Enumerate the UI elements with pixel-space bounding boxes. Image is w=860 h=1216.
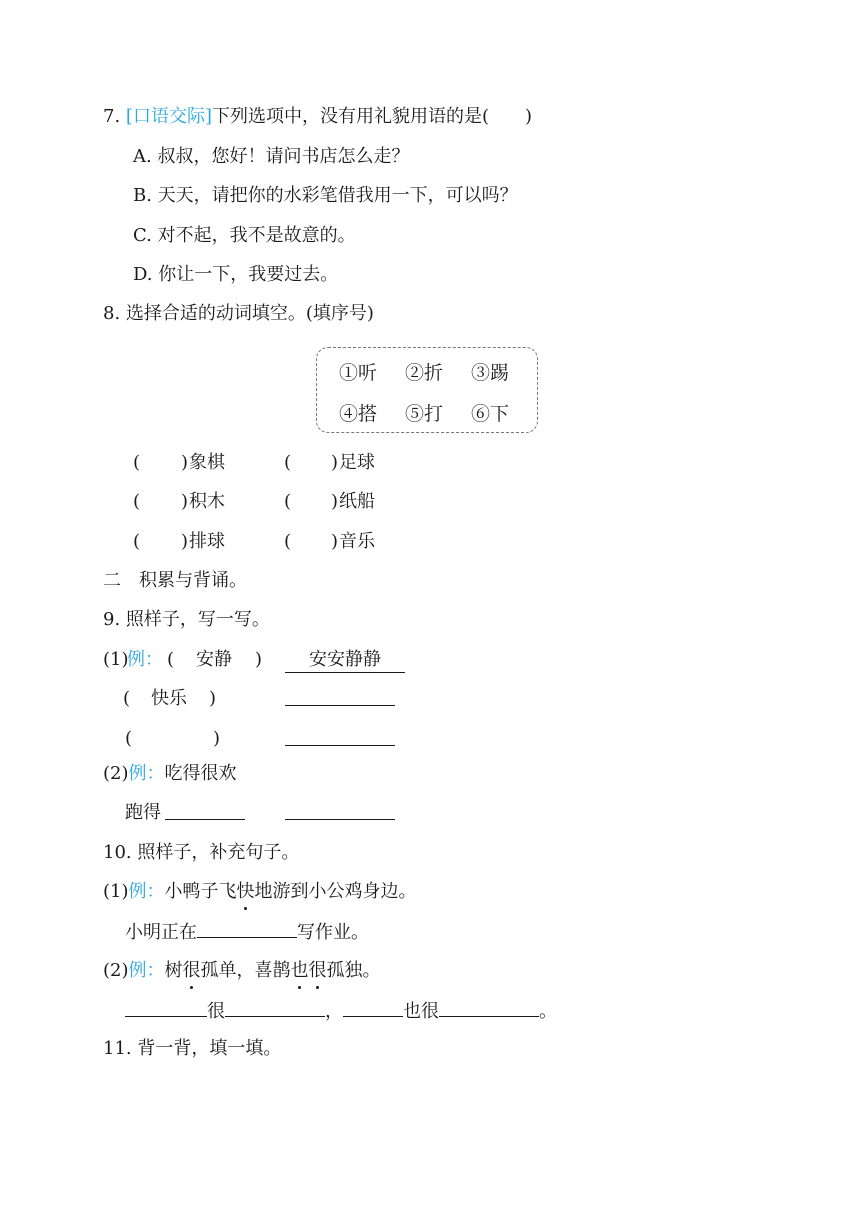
emphasis-dotted: 也 [290,960,309,981]
example-word: 安静 [196,649,232,670]
question-tag: [口语交际] [125,106,212,127]
fill-item: 音乐 [339,531,375,552]
q9-part2-example: (2)例：吃得很欢 [103,763,237,784]
emphasis-dotted: 很 [308,960,327,981]
section-heading: 二 积累与背诵。 [103,570,247,591]
verb-choices-box [316,347,538,433]
answer-blank[interactable] [285,801,395,820]
option-d: D. 你让一下，我要过去。 [133,264,339,285]
q9-part1-row2: ( 快乐 ) [103,687,423,711]
answer-blank[interactable] [439,998,539,1017]
q10-part1-prompt: 小明正在 写作业。 [125,919,369,945]
q10-part2-prompt: 很 ， 也很 。 [125,998,557,1024]
q9-part1-example: (1) 例： ( 安静 ) 安安静静 [103,648,423,672]
choice-2: ②折 [405,362,444,384]
question-10-stem: 10. 照样子，补充句子。 [103,842,300,863]
answer-blank[interactable] [285,727,395,746]
answer-blank[interactable] [165,801,245,820]
choice-3: ③踢 [471,362,510,384]
q9-part2-prompt: 跑得 [125,801,425,825]
fill-item: 足球 [339,452,375,473]
question-7 [103,105,532,129]
q10-part2-example: (2)例：树很孤单，喜鹊也很孤独。 [103,960,381,981]
fill-item: 象棋 [189,452,225,473]
question-8-stem: 8. 选择合适的动词填空。(填序号) [103,303,374,324]
emphasis-dotted: 很 [182,960,201,981]
word: 快乐 [151,688,187,709]
option-a: A. 叔叔，您好！请问书店怎么走？ [133,146,410,167]
answer-blank[interactable] [125,998,207,1017]
emphasis-dotted: 飞快地 [218,881,273,902]
option-c: C. 对不起，我不是故意的。 [133,225,356,246]
option-b: B. 天天，请把你的水彩笔借我用一下，可以吗？ [133,185,518,206]
question-number: 7. [103,106,121,127]
q10-part1-example: (1)例：小鸭子飞快地游到小公鸡身边。 [103,881,417,902]
example-phrase: 吃得很欢 [164,763,237,784]
choice-6: ⑥下 [471,403,510,425]
choice-4: ④搭 [339,403,378,425]
example-answer: 安安静静 [285,648,405,673]
choice-5: ⑤打 [405,403,444,425]
q9-part1-row3: ( ) [103,727,423,751]
answer-blank[interactable] [225,998,325,1017]
answer-blank[interactable] [285,687,395,706]
fill-item: 排球 [189,531,225,552]
answer-blank[interactable] [343,998,403,1017]
question-9-stem: 9. 照样子，写一写。 [103,609,270,630]
fill-item: 积木 [189,491,225,512]
fill-item: 纸船 [339,491,375,512]
answer-blank[interactable] [197,919,297,938]
question-stem: 下列选项中，没有用礼貌用语的是( ) [211,106,533,127]
question-11-stem: 11. 背一背，填一填。 [103,1038,282,1059]
choice-1: ①听 [339,362,378,384]
